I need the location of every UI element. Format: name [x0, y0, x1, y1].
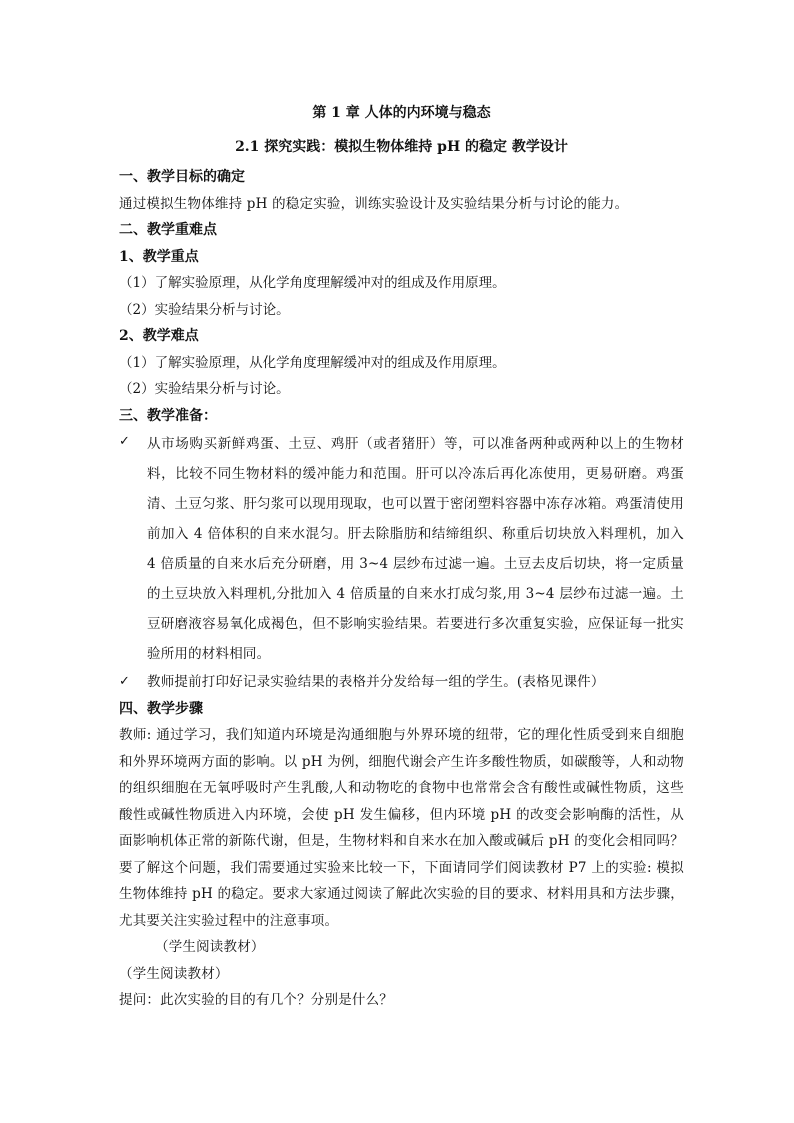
- student-reading: （学生阅读教材）: [119, 965, 229, 982]
- question-text: 提问：此次实验的目的有几个？分别是什么？: [119, 992, 393, 1008]
- steps-heading: 四、教学步骤: [119, 700, 203, 717]
- student-reading-indented: （学生阅读教材）: [155, 939, 265, 955]
- goal-heading: 一、教学目标的确定: [119, 169, 245, 185]
- goal-text: 通过模拟生物体维持 pH 的稳定实验，训练实验设计及实验结果分析与讨论的能力。: [119, 195, 629, 212]
- difficulty-item-1: （1）了解实验原理，从化学角度理解缓冲对的组成及作用原理。: [119, 354, 506, 371]
- checkmark-icon: ✓: [119, 674, 130, 689]
- focus-item-1: （1）了解实验原理，从化学角度理解缓冲对的组成及作用原理。: [119, 275, 506, 291]
- difficulty-item-2: （2）实验结果分析与讨论。: [119, 381, 290, 397]
- focus-item-2: （2）实验结果分析与讨论。: [119, 301, 290, 318]
- prep-item-2: [119, 669, 684, 696]
- teacher-text: 教师: 通过学习，我们知道内环境是沟通细胞与外界环境的纽带，它的理化性质受到来自细胞和外界环境两方面的影响。以 pH 为例，细胞代谢会产生许多酸性物质，如碳酸等，人和动物的组织细胞在无氧呼吸时产生乳酸,人和动物吃的食物中也常常会含有酸性或碱性物质，这些酸性或碱性物质进入内环境，会使 pH 发生偏移，但内环境 pH 的改变会影响酶的活性，从面影响机体正常的新陈代谢，但是，生物材料和自来水在加入酸或碱后 pH 的变化会相同吗？要了解这个问题，我们需要通过实验来比较一下，下面请同学们阅读教材 P7 上的实验: 模拟生物体维持 pH 的稳定。要求大家通过阅读了解此次实验的目的要求、材料用具和方法步骤，尤其要关注实验过程中的注意事项。: [119, 727, 684, 929]
- lesson-title: 2.1 探究实践：模拟生物体维持 pH 的稳定 教学设计: [235, 139, 568, 155]
- prep-item-1: [119, 429, 684, 669]
- key-points-heading: 二、教学重难点: [119, 222, 217, 238]
- prep-heading: 三、教学准备：: [119, 407, 217, 424]
- difficulty-heading: 2、教学难点: [119, 328, 199, 344]
- prep-item-text: 从市场购买新鲜鸡蛋、土豆、鸡肝（或者猪肝）等，可以准备两种或两种以上的生物材料，比较不同生物材料的缓冲能力和范围。肝可以冷冻后再化冻使用，更易研磨。鸡蛋清、土豆匀浆、肝匀浆可以现用现取，也可以置于密闭塑料容器中冻存冰箱。鸡蛋清使用前加入 4 倍体积的自来水混匀。肝去除脂肪和结缔组织、称重后切块放入料理机，加入 4 倍质量的自来水后充分研磨，用 3~4 层纱布过滤一遍。土豆去皮后切块，将一定质量的土豆块放入料理机,分批加入 4 倍质量的自来水打成匀浆,用 3~4 层纱布过滤一遍。土豆研磨液容易氧化成褐色，但不影响实验结果。若要进行多次重复实验，应保证每一批实验所用的材料相同。: [147, 436, 684, 662]
- checkmark-icon: ✓: [119, 434, 130, 449]
- prep-item-text: 教师提前打印好记录实验结果的表格并分发给每一组的学生。(表格见课件）: [147, 674, 605, 690]
- focus-heading: 1、教学重点: [119, 248, 199, 265]
- chapter-title: 第 1 章 人体的内环境与稳态: [312, 105, 491, 121]
